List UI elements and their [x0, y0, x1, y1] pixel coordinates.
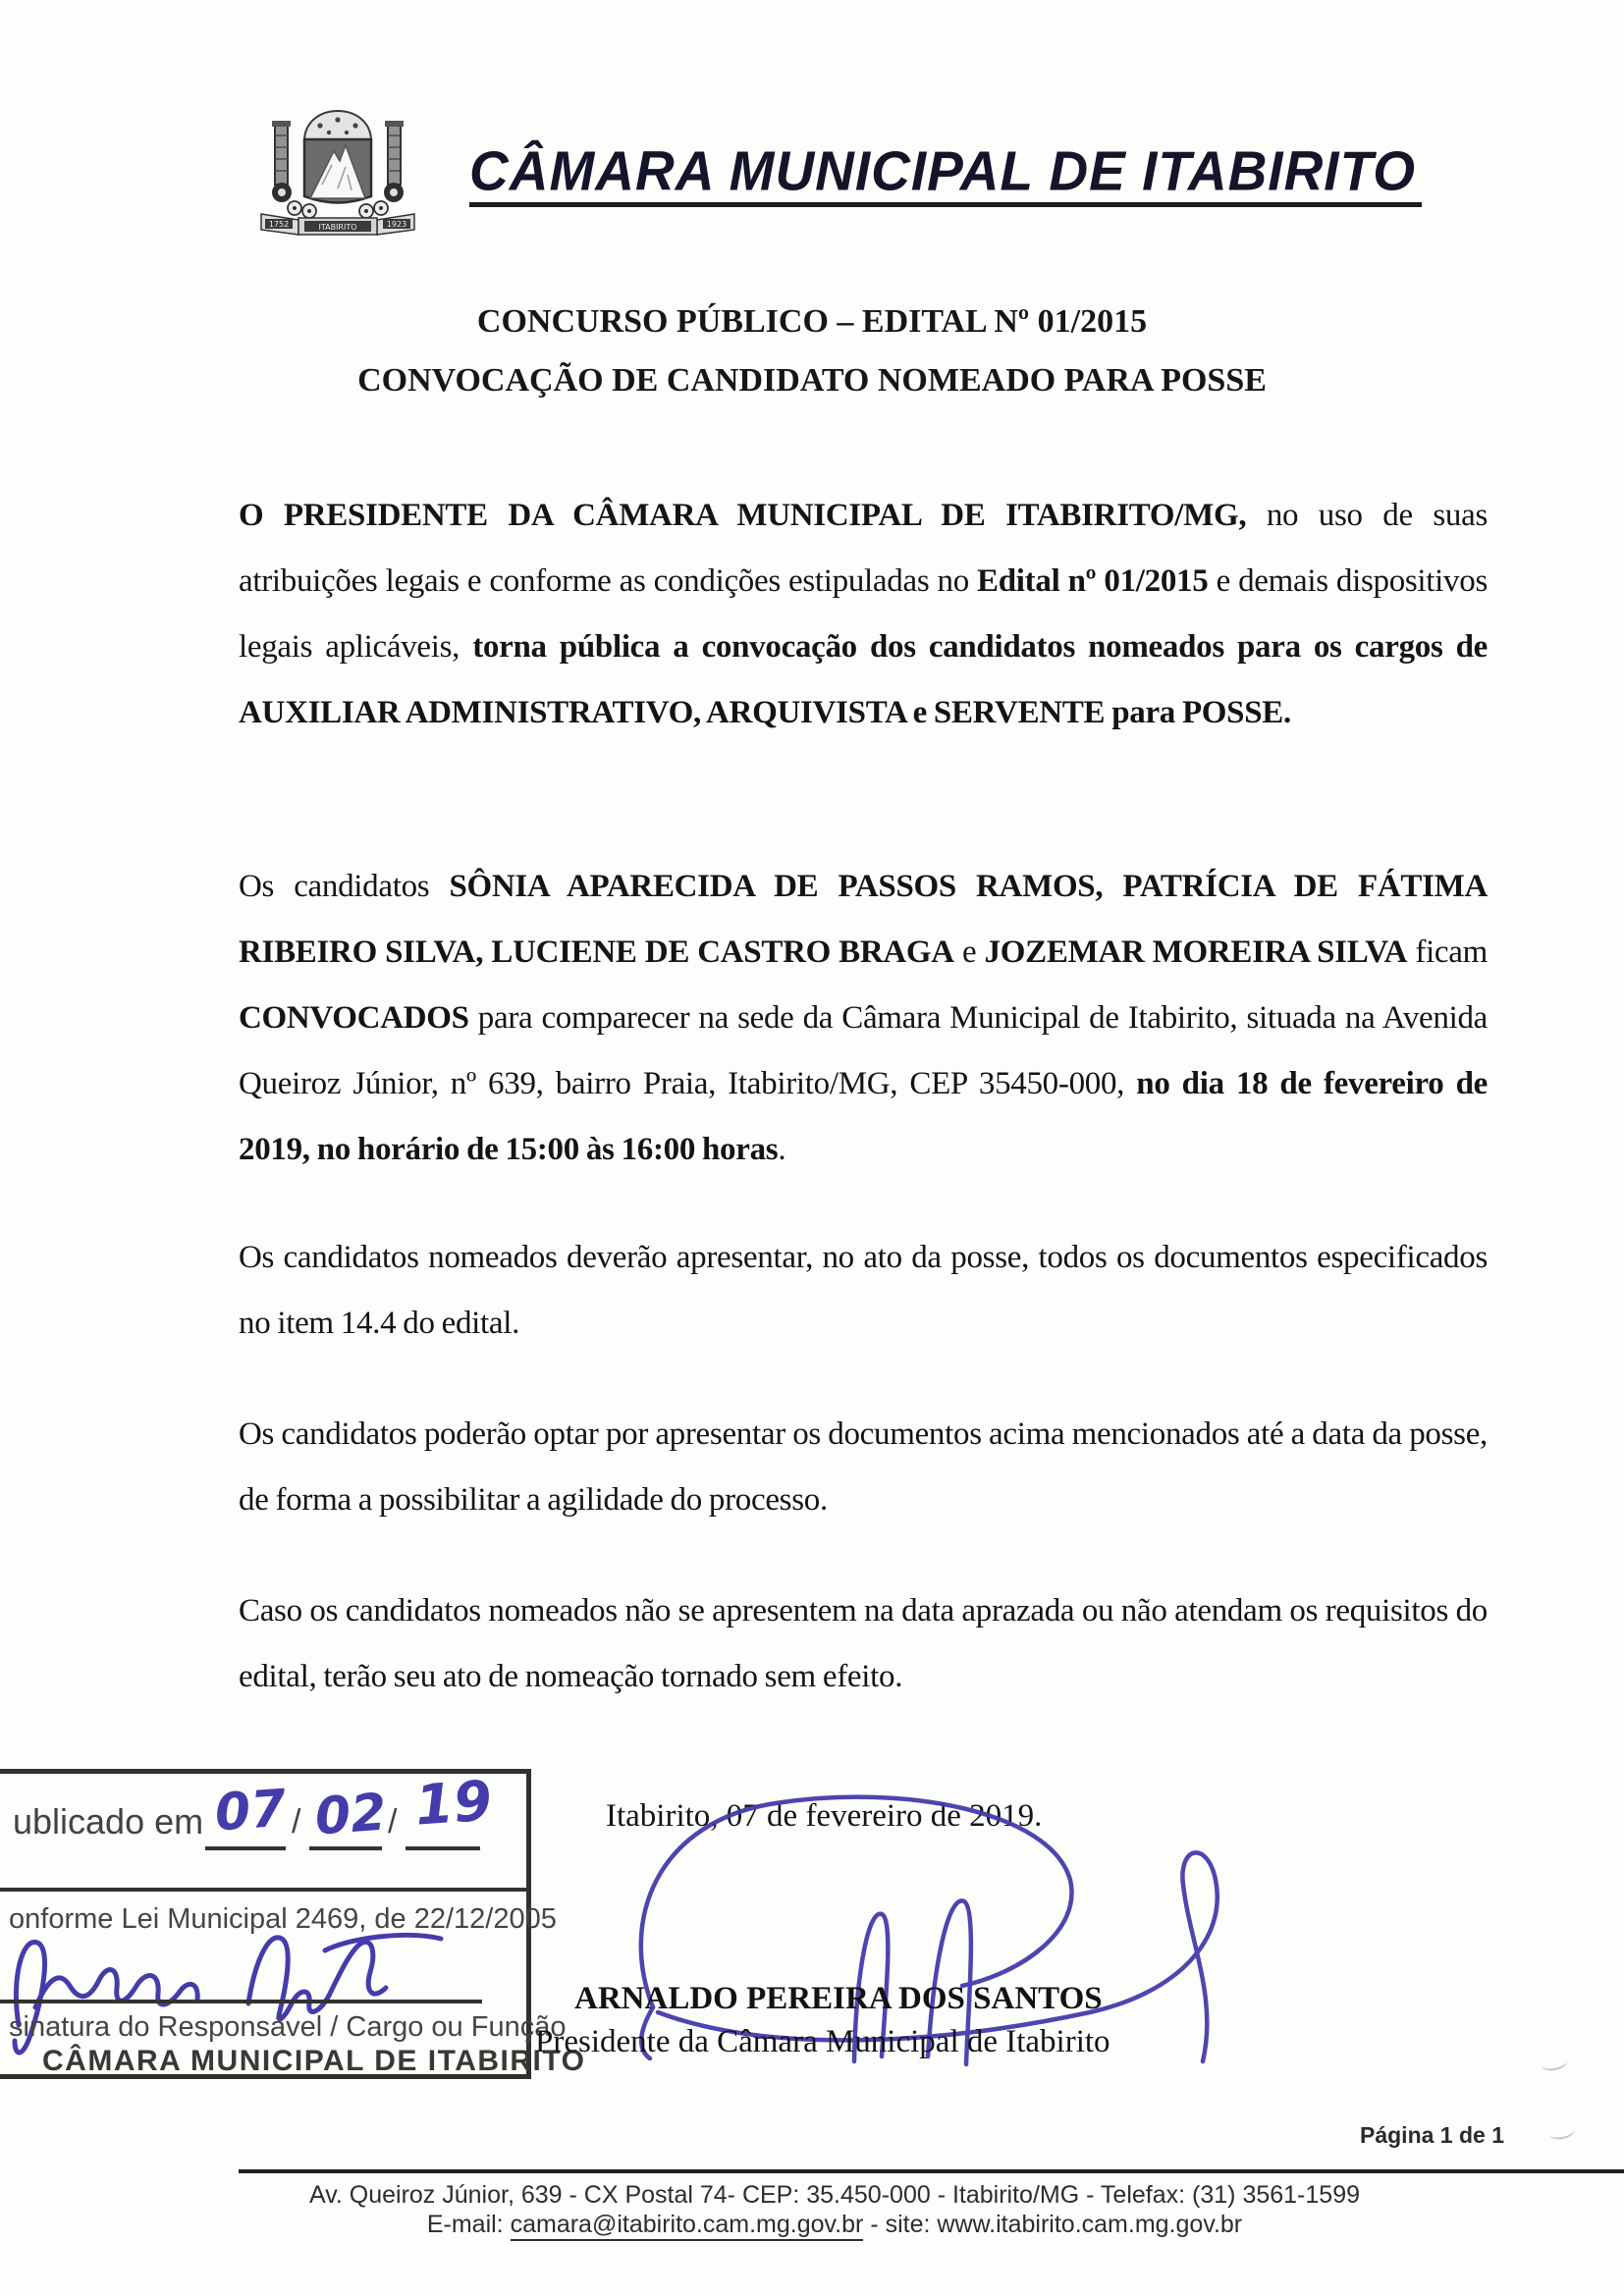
text-run: . [778, 1132, 786, 1167]
stamp-published-label: ublicado em [13, 1801, 204, 1842]
text-run: e [953, 934, 985, 970]
date-slash: / [292, 1803, 301, 1841]
footer-site-label: - site: [870, 2211, 931, 2238]
header-underline [469, 202, 1422, 207]
footer-rule [239, 2169, 1624, 2173]
date-blank-line [205, 1846, 286, 1850]
president-role: Presidente da Câmara Municipal de Itabirito [535, 2024, 1110, 2059]
stamp-org-line: CÂMARA MUNICIPAL DE ITABIRITO [42, 2045, 586, 2077]
bold-candidate-name-2: JOZEMAR MOREIRA SILVA [984, 934, 1408, 970]
place-date-line: Itabirito, 07 de fevereiro de 2019. [606, 1798, 1043, 1834]
pencil-smudge [1541, 2054, 1568, 2072]
bold-edital: Edital nº 01/2015 [977, 563, 1209, 599]
paragraph-preamble [239, 483, 1488, 746]
stamp-signature-line [0, 2000, 482, 2003]
president-name: ARNALDO PEREIRA DOS SANTOS [574, 1981, 1103, 2016]
bold-president: O PRESIDENTE DA CÂMARA MUNICIPAL DE ITABIRITO/MG, [239, 498, 1247, 533]
pencil-smudge [1548, 2122, 1576, 2141]
banner-year-right: 1923 [386, 220, 407, 229]
footer-email-label: E-mail: [426, 2211, 504, 2238]
text-run: Os candidatos [239, 869, 450, 904]
banner-year-left: 1752 [268, 220, 290, 229]
document-title-line2: CONVOCAÇÃO DE CANDIDATO NOMEADO PARA POSSE [357, 362, 1267, 399]
banner-city-name: ITABIRITO [318, 223, 357, 232]
paragraph-warning: Caso os candidatos nomeados não se apresentem na data aprazada ou não atendam os requisitos do edital, terão seu ato de nomeação tornado sem efeito. [239, 1593, 1488, 1694]
text-run: ficam [1407, 934, 1488, 970]
stamp-divider [0, 1888, 526, 1892]
footer-contacts [0, 2211, 1624, 2239]
bold-candidate-names: SÔNIA APARECIDA DE PASSOS RAMOS, PATRÍCIA DE FÁTIMA RIBEIRO SILVA, LUCIENE DE CASTRO BRAGA [239, 869, 1488, 970]
municipal-coat-of-arms [253, 106, 422, 240]
text-run: para comparecer na sede da Câmara Municipal de Itabirito, situada na Avenida Queiroz Júnior, nº 639, bairro Praia, Itabirito/MG, CEP 35450-000, [239, 1000, 1488, 1101]
text-run: e demais dispositivos legais aplicáveis, [239, 563, 1488, 665]
date-blank-line [406, 1846, 480, 1850]
date-blank-line [309, 1846, 382, 1850]
text-run: no uso de suas atribuições legais e conforme as condições estipuladas no [239, 498, 1488, 599]
handwritten-day: 07 [212, 1779, 289, 1843]
stamp-law-line: onforme Lei Municipal 2469, de 22/12/2005 [9, 1903, 557, 1935]
organization-title: CÂMARA MUNICIPAL DE ITABIRITO [469, 139, 1416, 202]
stamp-signature-caption: sinatura do Responsável / Cargo ou Função [9, 2011, 567, 2043]
footer-email: camara@itabirito.cam.mg.gov.br [511, 2211, 864, 2241]
paragraph-candidates [239, 854, 1488, 1183]
footer-address: Av. Queiroz Júnior, 639 - CX Postal 74- CEP: 35.450-000 - Itabirito/MG - Telefax: (31) 3561-1599 [309, 2181, 1360, 2209]
page-indicator: Página 1 de 1 [1360, 2122, 1505, 2148]
bold-date-time: no dia 18 de fevereiro de 2019, no horário de 15:00 às 16:00 horas [239, 1066, 1489, 1167]
footer-site: www.itabirito.cam.mg.gov.br [937, 2211, 1243, 2238]
bold-convocados: CONVOCADOS [239, 1000, 469, 1036]
handwritten-month: 02 [312, 1783, 389, 1847]
date-slash: / [388, 1803, 398, 1841]
paragraph-documents: Os candidatos nomeados deverão apresentar, no ato da posse, todos os documentos especificados no item 14.4 do edital. [239, 1240, 1488, 1341]
document-title-line1: CONCURSO PÚBLICO – EDITAL Nº 01/2015 [476, 303, 1148, 340]
publication-stamp [0, 1769, 586, 2079]
bold-convocation: torna pública a convocação dos candidatos nomeados para os cargos de AUXILIAR ADMINISTRATIVO, ARQUIVISTA e SERVENTE para POSSE. [239, 629, 1488, 730]
handwritten-year: 19 [412, 1769, 495, 1839]
paragraph-option: Os candidatos poderão optar por apresentar os documentos acima mencionados até a data da posse, de forma a possibilitar a agilidade do processo. [239, 1416, 1488, 1518]
